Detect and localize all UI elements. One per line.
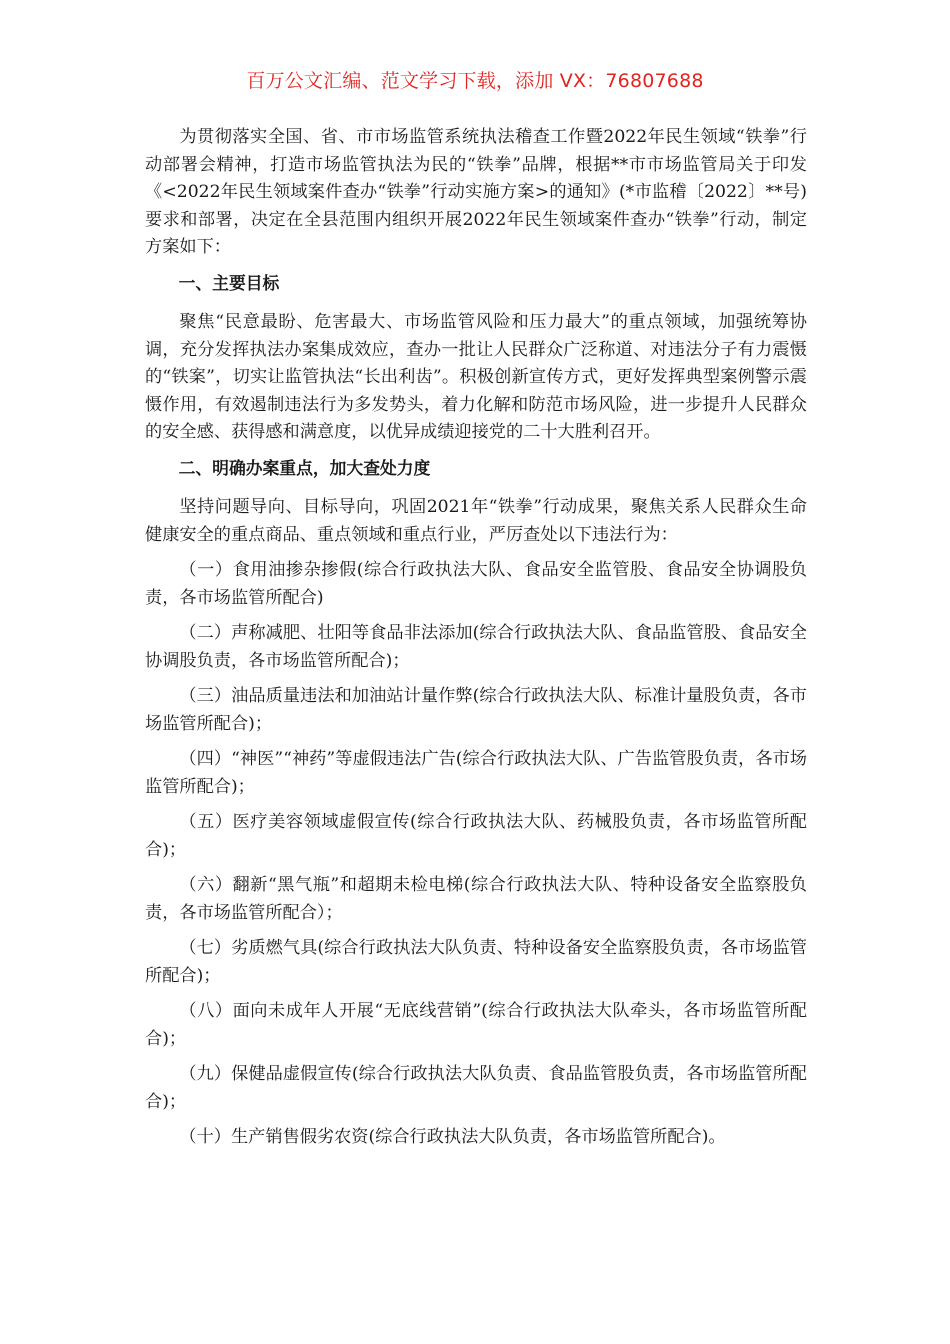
list-item: （四）“神医”“神药”等虚假违法广告(综合行政执法大队、广告监管股负责，各市场监管所配合)； <box>145 749 807 797</box>
list-item: （十）生产销售假劣农资(综合行政执法大队负责，各市场监管所配合)。 <box>179 1127 726 1147</box>
list-item: （一）食用油掺杂掺假(综合行政执法大队、食品安全监管股、食品安全协调股负责，各市场监管所配合) <box>145 560 807 608</box>
intro-paragraph: 为贯彻落实全国、省、市市场监管系统执法稽查工作暨2022年民生领域“铁拳”行动部署会精神，打造市场监管执法为民的“铁拳”品牌，根据**市市场监管局关于印发《<2022年民生领域案件查办“铁拳”行动实施方案>的通知》(*市监稽〔2022〕**号)要求和部署，决定在全县范围内组织开展2022年民生领域案件查办“铁拳”行动，制定方案如下： <box>145 127 807 257</box>
watermark-banner: 百万公文汇编、范文学习下载，添加 VX：76807688 <box>246 70 704 92</box>
list-item: （七）劣质燃气具(综合行政执法大队负责、特种设备安全监察股负责，各市场监管所配合)； <box>145 938 807 986</box>
document-body <box>145 124 807 1160</box>
list-item: （八）面向未成年人开展“无底线营销”(综合行政执法大队牵头，各市场监管所配合)； <box>145 1001 807 1049</box>
list-item: （九）保健品虚假宣传(综合行政执法大队负责、食品监管股负责，各市场监管所配合)； <box>145 1064 807 1112</box>
section-paragraph-goals: 聚焦“民意最盼、危害最大、市场监管风险和压力最大”的重点领域，加强统筹协调，充分发挥执法办案集成效应，查办一批让人民群众广泛称道、对违法分子有力震慑的“铁案”，切实让监管执法“长出利齿”。积极创新宣传方式，更好发挥典型案例警示震慑作用，有效遏制违法行为多发势头，着力化解和防范市场风险，进一步提升人民群众的安全感、获得感和满意度，以优异成绩迎接党的二十大胜利召开。 <box>145 312 807 442</box>
section-heading-focus: 二、明确办案重点，加大查处力度 <box>178 457 431 478</box>
section-paragraph-focus: 坚持问题导向、目标导向，巩固2021年“铁拳”行动成果，聚焦关系人民群众生命健康安全的重点商品、重点领域和重点行业，严厉查处以下违法行为： <box>145 497 807 545</box>
list-item: （五）医疗美容领域虚假宣传(综合行政执法大队、药械股负责，各市场监管所配合)； <box>145 812 807 860</box>
list-item: （六）翻新“黑气瓶”和超期未检电梯(综合行政执法大队、特种设备安全监察股负责，各市场监管所配合）； <box>145 875 807 923</box>
list-item: （二）声称减肥、壮阳等食品非法添加(综合行政执法大队、食品监管股、食品安全协调股负责，各市场监管所配合)； <box>145 623 807 671</box>
list-item: （三）油品质量违法和加油站计量作弊(综合行政执法大队、标准计量股负责，各市场监管所配合)； <box>145 686 807 734</box>
section-heading-goals: 一、主要目标 <box>178 272 280 293</box>
